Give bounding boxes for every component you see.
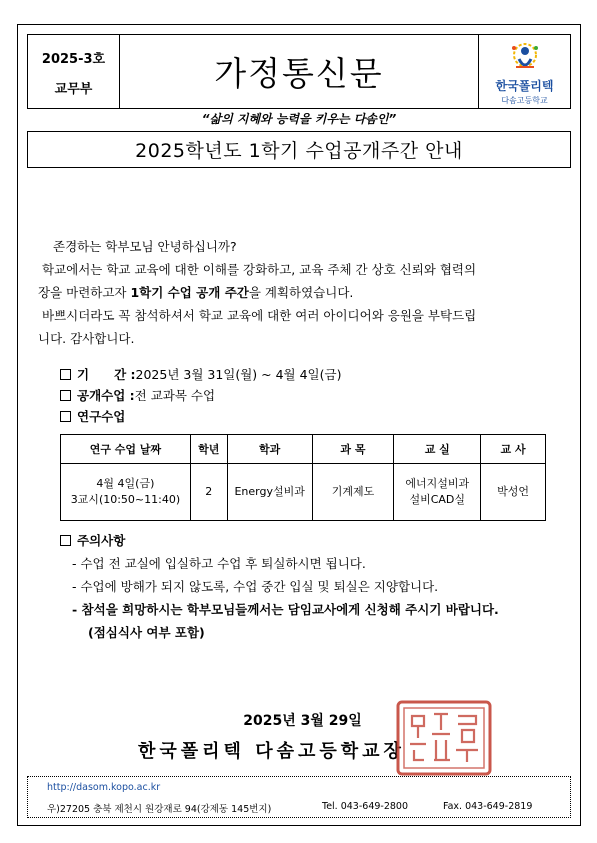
date-line-1: 4월 4일(금) [96, 477, 155, 490]
letter-header [27, 34, 571, 109]
paragraph-1-line-2 [38, 281, 563, 304]
logo-subtitle: 다솜고등학교 [501, 96, 548, 105]
principal-signature: 한국폴리텍 다솜고등학교장 [138, 741, 405, 762]
research-class-label: 연구수업 [77, 409, 126, 424]
detail-period [60, 364, 341, 385]
paragraph-2-line-1: 바쁘시더라도 꼭 참석하셔서 학교 교육에 대한 여러 아이디어와 응원을 부탁드립 [42, 308, 477, 323]
checkbox-icon [60, 369, 71, 380]
date-line-2: 3교시(10:50~11:40) [70, 493, 181, 506]
letter-subject: 2025학년도 1학기 수업공개주간 안내 [135, 140, 463, 162]
open-class-value: 전 교과목 수업 [134, 388, 216, 403]
footer-box [27, 776, 571, 818]
greeting: 존경하는 학부모님 안녕하십니까? [53, 239, 237, 254]
subject-box [27, 131, 571, 168]
cell-classroom [394, 464, 481, 521]
header-department: 학과 [227, 435, 312, 464]
cell-teacher: 박성언 [481, 464, 546, 521]
school-fax: Fax. 043-649-2819 [443, 801, 533, 812]
cell-department: Energy설비과 [227, 464, 312, 521]
research-class-table [60, 434, 546, 521]
header-date: 연구 수업 날짜 [61, 435, 191, 464]
title-cell [120, 34, 479, 109]
open-class-label: 공개수업 : [77, 388, 135, 403]
notes-title-row [60, 529, 499, 552]
p1-line2-emphasis: 1학기 수업 공개 주간 [130, 285, 249, 300]
school-address: 우)27205 충북 제천시 원강재로 94(강제동 145번지) [47, 804, 272, 815]
issue-info-cell [27, 34, 120, 109]
p1-line2-end: 을 계획하였습니다. [248, 285, 354, 300]
paragraph-1-line-1: 학교에서는 학교 교육에 대한 이해를 강화하고, 교육 주체 간 상호 신뢰와 협력의 [42, 262, 477, 277]
note-item-1: - 수업 전 교실에 입실하고 수업 후 퇴실하시면 됩니다. [72, 556, 366, 571]
period-value: 2025년 3월 31일(월) ~ 4월 4일(금) [135, 367, 342, 382]
header-grade: 학년 [190, 435, 227, 464]
issue-date: 2025년 3월 29일 [243, 713, 362, 729]
notes-section [60, 529, 499, 644]
period-label: 기 간 : [77, 367, 136, 382]
school-website-link[interactable]: http://dasom.kopo.ac.kr [47, 782, 161, 793]
official-seal-icon [396, 700, 492, 776]
detail-list [60, 364, 341, 427]
note-item-2: - 수업에 방해가 되지 않도록, 수업 중간 입실 및 퇴실은 지양합니다. [72, 579, 439, 594]
note-item-3-detail: (점심식사 여부 포함) [88, 625, 205, 640]
issuing-department: 교무부 [54, 82, 93, 97]
header-classroom: 교 실 [394, 435, 481, 464]
classroom-line-2: 설비CAD실 [409, 493, 466, 506]
detail-research-class [60, 406, 341, 427]
school-logo-icon [505, 41, 545, 75]
cell-date [61, 464, 191, 521]
issue-number: 2025-3호 [41, 52, 106, 67]
note-item-3: - 참석을 희망하시는 학부모님들께서는 담임교사에게 신청해 주시기 바랍니다. [72, 602, 499, 617]
notes-title: 주의사항 [77, 533, 126, 548]
table-header-row [61, 435, 546, 464]
letter-body [38, 235, 563, 350]
paragraph-2-line-2: 니다. 감사합니다. [38, 331, 135, 346]
header-subject: 과 목 [312, 435, 394, 464]
header-teacher: 교 사 [481, 435, 546, 464]
detail-open-class [60, 385, 341, 406]
checkbox-icon [60, 390, 71, 401]
p1-line2-start: 장을 마련하고자 [38, 285, 131, 300]
page-title: 가정통신문 [214, 54, 384, 93]
checkbox-icon [60, 411, 71, 422]
logo-name: 한국폴리텍 [495, 79, 554, 93]
school-motto: “삶의 지혜와 능력을 키우는 다솜인” [201, 112, 397, 126]
logo-cell [479, 34, 571, 109]
checkbox-icon [60, 535, 71, 546]
cell-grade: 2 [190, 464, 227, 521]
classroom-line-1: 에너지설비과 [405, 477, 470, 490]
school-telephone: Tel. 043-649-2800 [322, 801, 409, 812]
cell-subject: 기계제도 [312, 464, 394, 521]
table-row [61, 464, 546, 521]
